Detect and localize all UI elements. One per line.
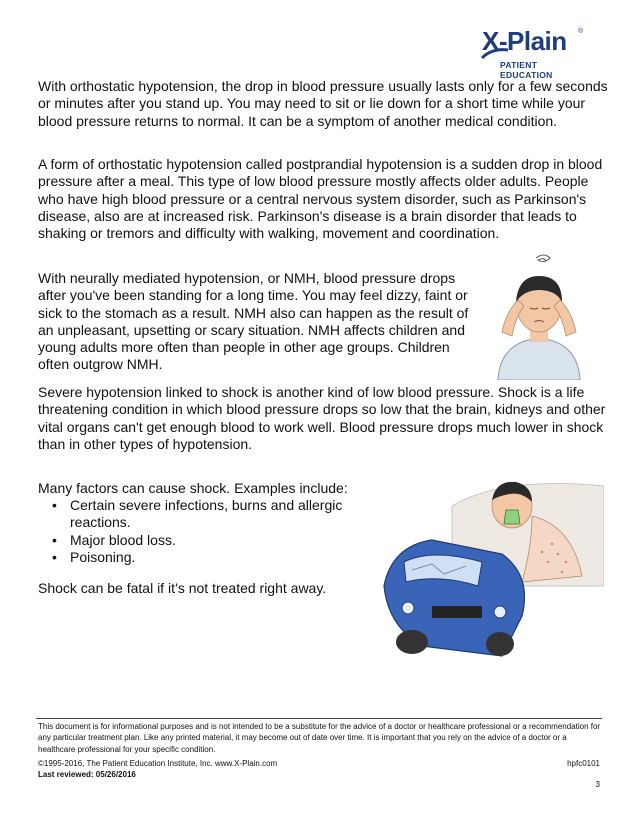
bullet-icon: • <box>52 531 57 548</box>
logo-registered: ® <box>578 28 584 35</box>
page-number: 3 <box>595 780 600 789</box>
dizzy-child-illustration <box>480 250 598 380</box>
footer-divider <box>36 718 602 719</box>
footer-disclaimer: This document is for informational purposes and is not intended to be a substitute for the advice of a doctor or healthcare professional or a recommendation for any particular treatment plan. Like any printed material, it may become out of date over time. It is important that you rely on the advice of a doctor or a healthcare professional for your specific condition. <box>38 722 601 754</box>
paragraph-nmh: With neurally mediated hypotension, or NMH, blood pressure drops after you've been standing for a long time. You may feel dizzy, faint or sick to the stomach as a result. NMH also can happen as the result of an unpleasant, upsetting or scary situation. NMH affects children and young adults more often than people in other age groups. Children often outgrow NMH. <box>38 270 469 373</box>
list-item: • Certain severe infections, burns and allergic reactions. <box>52 497 343 531</box>
paragraph-orthostatic: With orthostatic hypotension, the drop in blood pressure usually lasts only for a few seconds or minutes after you stand up. You may need to sit or lie down for a short time while your blood pressure returns to normal. It can be a symptom of another medical condition. <box>38 78 608 129</box>
list-item: • Poisoning. <box>52 548 136 565</box>
logo-subtitle: PATIENT EDUCATION <box>500 60 553 80</box>
bullet-icon: • <box>52 548 57 565</box>
footer-last-reviewed: Last reviewed: 05/26/2016 <box>38 770 136 779</box>
list-item: • Major blood loss. <box>52 531 176 548</box>
bullet-icon: • <box>52 497 57 513</box>
paragraph-shock-fatal: Shock can be fatal if it’s not treated right away. <box>38 580 327 596</box>
footer-copyright: ©1995-2016, The Patient Education Institute, Inc. www.X-Plain.com <box>38 759 278 768</box>
shock-illustration <box>382 466 604 662</box>
footer-document-code: hpfc0101 <box>567 759 600 768</box>
shock-causes-list <box>48 497 368 566</box>
paragraph-postprandial: A form of orthostatic hypotension called postprandial hypotension is a sudden drop in blood pressure after a meal. This type of low blood pressure mostly affects older adults. People who have high blood pressure or a central nervous system disorder, such as Parkinson's disease, also are at increased risk. Parkinson's disease is a brain disorder that leads to shaking or tremors and difficulty with walking, movement and coordination. <box>38 156 603 242</box>
xplain-logo <box>482 26 592 78</box>
logo-brand: X-Plain <box>482 26 567 56</box>
paragraph-shock-causes: Many factors can cause shock. Examples include: <box>38 480 348 496</box>
paragraph-shock: Severe hypotension linked to shock is another kind of low blood pressure. Shock is a life threatening condition in which blood pressure drops so low that the brain, kidneys and other vital organs can't get enough blood to work well. Blood pressure drops much lower in shock than in other types of hypotension. <box>38 384 606 452</box>
